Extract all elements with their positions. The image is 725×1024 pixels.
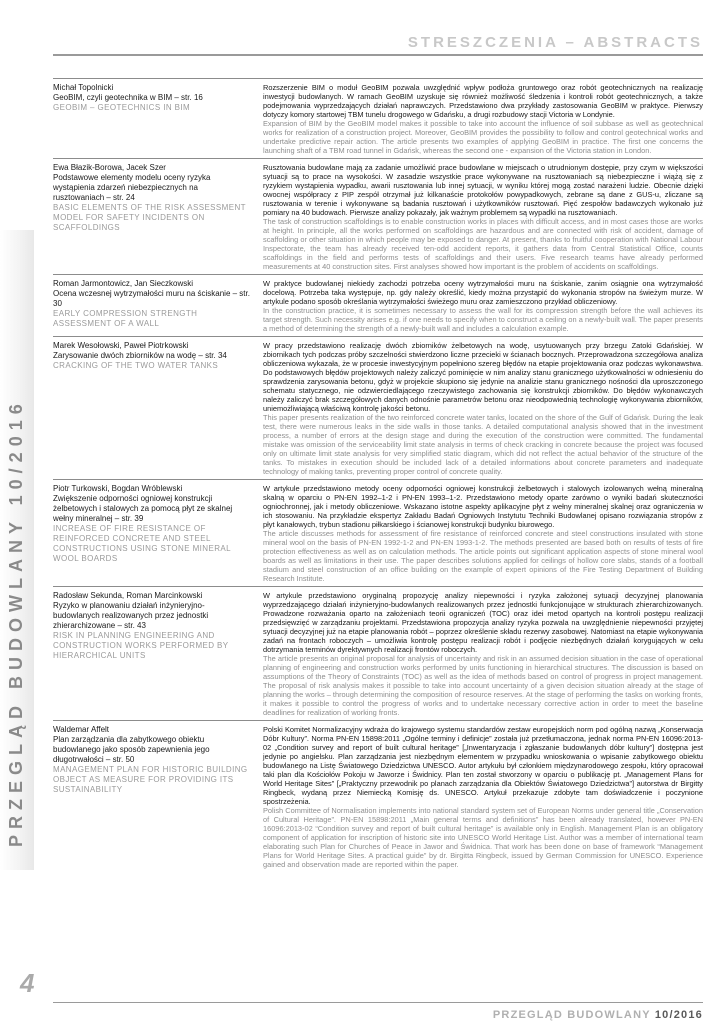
footer-rule (53, 1002, 703, 1003)
entry-abstract-pl: Polski Komitet Normalizacyjny wdraża do krajowego systemu standardów zestaw europejskich norm pod ogólną nazwą „Konserwacja Dóbr Kultury”. Norma PN-EN 15898:2011 „Ogólne terminy i definicje” została już przetłumaczona, jednak norma PN-EN 16096:2013-02 „Condition survey and report of built cultural heritage” [„Inwentaryzacja i zgłaszanie budowlanych dóbr kultury”] dostępna jest jedynie po angielsku. Plan zarządzania jest niezbędnym elementem w przypadku wnioskowania o wpisanie zabytkowego obiektu budowlanego na Listę Światowego Dziedzictwa UNESCO. Autor artykułu był członkiem międzynarodowego zespołu, który opracował taki plan dla Kościołów Pokoju w Jaworze i Świdnicy. Plan ten został stworzony w oparciu o publikację pt. „Management Plans for World Heritage Sites” [„Praktyczny przewodnik po planach zarządzania dla Obiektów Światowego Dziedzictwa”] autorstwa dr Birgitty Ringbeck, wydaną przez Niemiecką Komisję ds. UNESCO. Artykuł przekazuje zdobyte tam doświadczenie i poczynione spostrzeżenia. (263, 725, 703, 806)
entry-meta (53, 83, 263, 155)
entry-title-pl: Zwiększenie odporności ogniowej konstrukcji żelbetowych i stalowych za pomocą płyt ze skalnej wełny mineralnej – str. 39 (53, 494, 233, 523)
entry-abstract-en: The article discusses methods for assessment of fire resistance of reinforced concrete and steel constructions insulated with stone mineral wool on the basis of PN-EN 1992-1-2 and PN-EN 1993-1-2. The methods presented are based both on results of tests of fire protection effectiveness as well as on calculation methods. The article points out significant application aspects of stone mineral wool boards as well as limitations in their use. The paper describes solutions applied for ceilings of hollow core slabs, stands of a football stadium and steel construction of an office building on the example of expert opinions of the Fire Testing Department of Building Research Institute. (263, 529, 703, 583)
entry-abstract-pl: W artykule przedstawiono oryginalną propozycję analizy niepewności i ryzyka założonej sytuacji decyzyjnej planowania wyprzedzającego działań inżynieryjno-budowlanych realizowanych przez jednostki funkcjonujące w strukturach zhierarchizowanych. Prowadzone rozważania oparto na założeniach teorii ograniczeń (TOC) oraz idei metod opartych na kontroli postępu realizacji przedsięwzięć w zarządzaniu projektami. Przedstawiona propozycja analizy ryzyka pozwala na uwzględnienie niepewności przyjętej sytuacji decyzyjnej już na etapie planowania robót – poprzez określenie składu rezerwy zasobowej. Natomiast na etapie wykonywania zadań na frontach roboczych – umożliwia kontrolę postępu realizacji robót i podjęcie niezbędnych działań korygujących w celu dotrzymania terminów dyrektywnych realizacji frontów roboczych. (263, 591, 703, 654)
entry-abstract-pl: W artykule przedstawiono metody oceny odporności ogniowej konstrukcji żelbetowych i stalowych izolowanych wełną mineralną skalną w oparciu o PN-EN 1992–1-2 i PN-EN 1993–1-2. Przedstawiono metody oparte zarówno o wyniki badań skuteczności ogniochronnej, jak i metody obliczeniowe. Wskazano istotne aspekty aplikacyjne płyt z wełny mineralnej skalnej oraz ograniczenia w ich stosowaniu. Na przykładzie ekspertyz Zakładu Badań Ogniowych Instytutu Techniki Budowlanej opisano rozwiązania stropów z płyt kanałowych, trybun stadionu piłkarskiego i ścianowej konstrukcji budynku biurowego. (263, 484, 703, 529)
entry-title-pl: Ocena wczesnej wytrzymałości muru na ściskanie – str. 30 (53, 289, 250, 308)
entry-title-en: CRACKING OF THE TWO WATER TANKS (53, 361, 219, 370)
abstract-entry (53, 336, 703, 476)
entry-title-en: INCREASE OF FIRE RESISTANCE OF REINFORCED CONCRETE AND STEEL CONSTRUCTIONS USING STONE MINERAL WOOL BOARDS (53, 524, 231, 563)
entry-abstract-en: Polish Committee of Normalisation implements into national standard system set of European Norms under general title „Conservation of Cultural Heritage”. PN-EN 15898:2011 „Main general terms and definitions” has been already translated, however PN-EN 16096:2013-02 “Condition survey and report of built cultural heritage” is available only in English. Management Plan is an obligatory component of application for inscription of historic site into UNESCO World Heritage List. Author was a member of international team elaborating such Plan for Churches of Peace in Jawor and Świdnica. That work has been done on base of framework “Management Plans for World Heritage Sites. A practical guide” by dr. Birgitta Ringbeck, issued by German Commission for UNESCO. Experience gained and observation made are reported within the paper. (263, 806, 703, 869)
entry-abstract-pl: Rozszerzenie BIM o moduł GeoBIM pozwala uwzględnić wpływ podłoża gruntowego oraz robót geotechnicznych na realizację inwestycji budowlanych. W ramach GeoBIM uzyskuje się również możliwość śledzenia i kontroli robót geotechnicznych, a także podejmowania wyprzedzających działań naprawczych. Przedstawiono dwa przykłady zastosowania GeoBIM w praktyce. Pierwszy dotyczy komory startowej TBM tunelu drogowego w Gdańsku, a drugi rozbudowy stacji Victoria w Londynie. (263, 83, 703, 119)
entry-author: Roman Jarmontowicz, Jan Sieczkowski (53, 279, 194, 288)
abstract-entry (53, 158, 703, 271)
abstracts-list (53, 78, 703, 872)
entry-author: Marek Wesołowski, Paweł Piotrkowski (53, 341, 189, 350)
entry-author: Waldemar Affelt (53, 725, 110, 734)
entry-abstracts (263, 83, 703, 155)
entry-abstract-en: The task of construction scaffoldings is to enable construction works in places with difficult access, and in most cases those are works at height. In principle, all the works performed on scaffoldings are hazardous and are connected with risk of accident, damage of scaffolding or other situation in which people may be exposed to danger. At present, thanks to fruitful cooperation with National Labour Inspectorate, the team has already received ten-odd accident reports, it gathers data from Central Statistical Office, counts scaffoldings in the field and performs tests of scaffoldings and their users. Five research teams have already performed measurements at 40 construction sites. First analyses showed how important is the problem of accidents on scaffoldings. (263, 217, 703, 271)
footer-magazine-name: PRZEGLĄD BUDOWLANY (492, 1009, 651, 1021)
footer-issue: 10/2016 (654, 1009, 703, 1021)
entry-abstracts (263, 725, 703, 869)
entry-title-pl: GeoBIM, czyli geotechnika w BIM – str. 16 (53, 93, 203, 102)
entry-abstracts (263, 163, 703, 271)
entry-author: Ewa Błazik-Borowa, Jacek Szer (53, 163, 166, 172)
entry-title-pl: Podstawowe elementy modelu oceny ryzyka wystąpienia zdarzeń niebezpiecznych na rusztowaniach – str. 24 (53, 173, 211, 202)
entry-title-en: GEOBIM – GEOTECHNICS IN BIM (53, 103, 191, 112)
entry-abstracts (263, 591, 703, 717)
abstract-entry (53, 720, 703, 869)
entry-abstract-pl: Rusztowania budowlane mają za zadanie umożliwić prace budowlane w miejscach o utrudnionym dostępie, przy czym w większości sytuacji są to prace na wysokości. W zasadzie wszystkie prace wykonywane na rusztowaniach są niebezpieczne i wiążą się z ryzykiem wystąpienia wypadku, awarii rusztowania lub innej sytuacji, w wyniku której mogą zostać narażeni ludzie. Obecnie dzięki owocnej współpracy z PIP zespół otrzymał już kilkanaście protokołów powypadkowych, zebrane są dane z GUS-u, zliczane są rusztowania w terenie i wykonywane są badania rusztowań i użytkowników rusztowań. Pięć zespołów badawczych wykonało już pomiary na 40 budowach. Pierwsze analizy pokazały, jak ważnym problemem są wypadki na rusztowaniach. (263, 163, 703, 217)
entry-meta (53, 591, 263, 717)
abstract-entry (53, 274, 703, 333)
entry-title-pl: Plan zarządzania dla zabytkowego obiektu budowlanego jako sposób zapewnienia jego długotrwałości – str. 50 (53, 735, 210, 764)
entry-abstract-en: The article presents an original proposal for analysis of uncertainty and risk in an assumed decision situation in the case of operational planning of engineering and construction works performed by units functioning in hierarchical structures. The discussion is based on assumptions of the Theory of Constraints (TOC) as well as the idea of methods based on control of progress in project management. The proposal of risk analysis makes it possible to take into account uncertainty of a given decision situation already at the stage of planning the works – through determining the composition of resource reserves. At the stage of performing the tasks on working fronts, it makes it possible to control the progress of works and to undertake necessary corrective action in order to meet the baseline deadlines for realization of working fronts. (263, 654, 703, 717)
entry-abstract-pl: W pracy przedstawiono realizację dwóch zbiorników żelbetowych na wodę, usytuowanych przy brzegu Zatoki Gdańskiej. W zbiornikach tych podczas próby szczelności stwierdzono liczne przecieki w ścianach bocznych. Przeprowadzona szczegółowa analiza obliczeniowa wykazała, że w procesie inwestycyjnym popełniono szereg błędów na etapie projektowania oraz podczas wykonawstwa. Do podstawowych błędów projektowych należy zaliczyć pominięcie w nim analizy stanu granicznego użytkowalności w odniesieniu do sprawdzenia zarysowania betonu, gdyż w projekcie skupiono się jedynie na analizie stanu granicznego nośności dla uproszczonego schematu statycznego, nie odzwierciedlającego rzeczywistego zachowania się konstrukcji zbiorników. Do błędów wykonawczych należy zaliczyć brak szczegółowych danych odnośnie parametrów betonu oraz nieodpowiednią technologię wykonywania zbiorników, uniemożliwiającą właściwą kontrolę jakości betonu. (263, 341, 703, 413)
entry-abstract-en: Expansion of BIM by the GeoBIM model makes it possible to take into account the influence of soil subbase as well as geotechnical works for realization of a construction project. Moreover, GeoBIM provides the possibility to follow and control geotechnical works and undertake predictive repair action. The article presents two examples of applying GeoBIM in practice. The first one concerns the launching shaft of a TBM road tunnel in Gdańsk, whereas the second one - expansion of the Victoria station in London. (263, 119, 703, 155)
page-number: 4 (20, 968, 35, 998)
entry-meta (53, 725, 263, 869)
entry-meta (53, 279, 263, 333)
entry-abstracts (263, 484, 703, 583)
entry-meta (53, 341, 263, 476)
entry-abstract-pl: W praktyce budowlanej niekiedy zachodzi potrzeba oceny wytrzymałości muru na ściskanie, zanim osiągnie ona wytrzymałość docelową. Potrzeba taka występuje, np. gdy należy określić, kiedy można przystąpić do wykonania stropów na świeżym murze. W artykule podano sposób określania wytrzymałości świeżego muru oraz zamieszczono przykład obliczeniowy. (263, 279, 703, 306)
entry-title-en: BASIC ELEMENTS OF THE RISK ASSESSMENT MODEL FOR SAFETY INCIDENTS ON SCAFFOLDINGS (53, 203, 246, 232)
entry-abstract-en: In the construction practice, it is sometimes necessary to assess the wall for its compression strength before the wall achieves its target strength. Such necessity arises e.g. if one needs to specify when to construct a ceiling on a newly-built wall. The paper presents a method of determining the strength of a newly-built wall and includes a calculation example. (263, 306, 703, 333)
header-rule (53, 54, 703, 56)
entry-meta (53, 484, 263, 583)
entry-author: Piotr Turkowski, Bogdan Wróblewski (53, 484, 183, 493)
entry-author: Radosław Sekunda, Roman Marcinkowski (53, 591, 203, 600)
entry-title-en: MANAGEMENT PLAN FOR HISTORIC BUILDING OBJECT AS MEASURE FOR PROVIDING ITS SUSTAINABILITY (53, 765, 248, 794)
entry-title-en: RISK IN PLANNING ENGINEERING AND CONSTRUCTION WORKS PERFORMED BY HIERARCHICAL UNITS (53, 631, 229, 660)
footer-magazine (493, 1009, 703, 1021)
abstract-entry (53, 479, 703, 583)
section-header: STRESZCZENIA – ABSTRACTS (407, 34, 703, 51)
entry-title-pl: Zarysowanie dwóch zbiorników na wodę – str. 34 (53, 351, 227, 360)
abstract-entry (53, 586, 703, 717)
entry-author: Michał Topolnicki (53, 83, 114, 92)
entry-title-pl: Ryzyko w planowaniu działań inżynieryjno-budowlanych realizowanych przez jednostki zhierarchizowane – str. 43 (53, 601, 209, 630)
abstract-entry (53, 78, 703, 155)
entry-abstracts (263, 341, 703, 476)
entry-meta (53, 163, 263, 271)
entry-title-en: EARLY COMPRESSION STRENGTH ASSESSMENT OF A WALL (53, 309, 198, 328)
side-magazine-title: PRZEGLĄD BUDOWLANY 10/2016 (6, 398, 26, 847)
entry-abstracts (263, 279, 703, 333)
entry-abstract-en: This paper presents realization of the two reinforced concrete water tanks, located on the shore of the Gulf of Gdańsk. During the leak test, there were numerous leaks in the side walls in those tanks. A detailed computational analysis showed that in the investment process, a number of errors at the design stage and during the execution of the construction were committed. The fundamental mistake was omission of the serviceability limit state analysis in terms of check cracking in concrete because the project was focused only on ultimate limit state analysis for very simplified static diagram, which did not reflect the actual behavior of the structure of the tanks. To mistakes in execution should be included lack of a detailed informations about concrete parameters and inadequate technology of making tanks, preventing proper control of concrete quality. (263, 413, 703, 476)
